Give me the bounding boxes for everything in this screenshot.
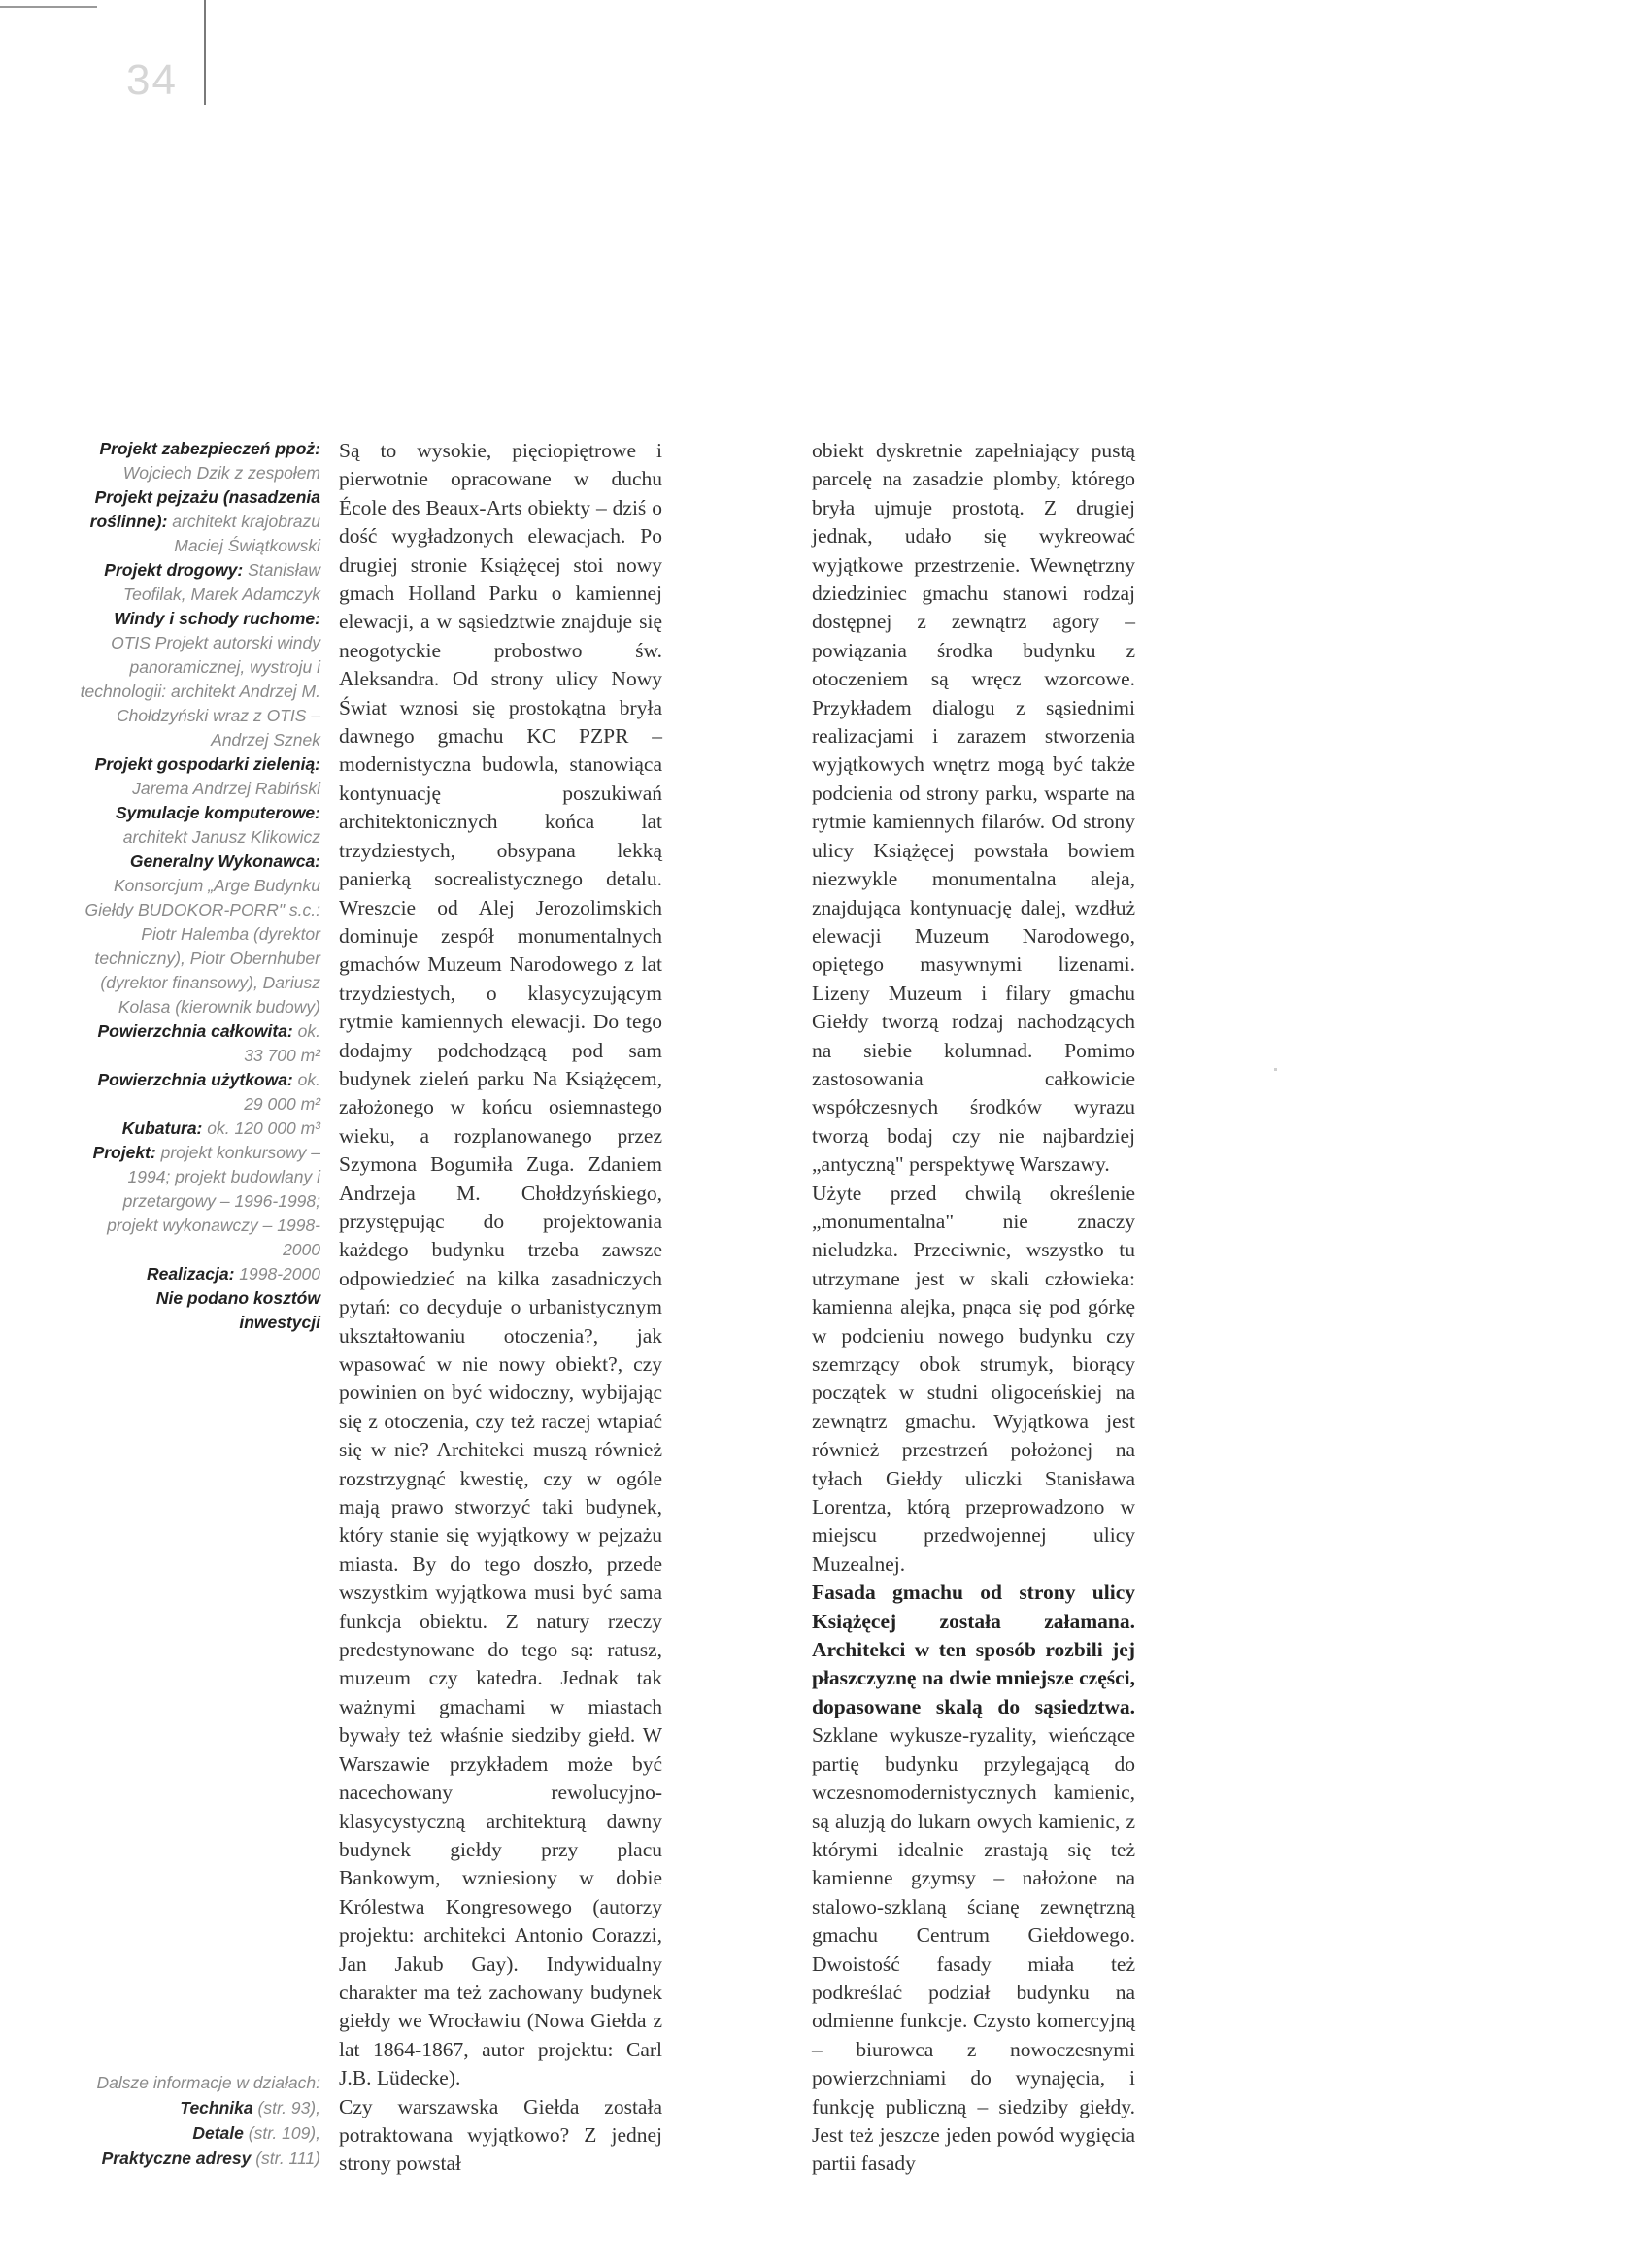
top-rule: [0, 6, 97, 8]
body-paragraph: obiekt dyskretnie zapełniający pustą parcelę na zasadzie plomby, którego bryła ujmuje prostotą. Z drugiej jednak, udało się wykreować wyjątkowe przestrzenie. Wewnętrzny dziedziniec gmachu stanowi rodzaj dostępnej z zewnątrz agory – powiązania środka budynku z otoczeniem są wręcz wzorcowe. Przykładem dialogu z sąsiednimi realizacjami i zarazem stworzenia wyjątkowych wnętrz mogą być także podcienia od strony parku, wsparte na rytmie kamiennych filarów. Od strony ulicy Książęcej powstała bowiem niezwykle monumentalna aleja, znajdująca kontynuację dalej, wzdłuż elewacji Muzeum Narodowego, opiętego masywnymi lizenami. Lizeny Muzeum i filary gmachu Giełdy tworzą rodzaj nachodzących na siebie kolumnad. Pomimo zastosowania całkowicie współczesnych środków wyrazu tworzą bodaj czy nie najbardziej „antyczną" perspektywę Warszawy.: [812, 439, 1135, 1177]
credit-item: Kubatura: ok. 120 000 m³: [121, 1118, 320, 1138]
body-paragraph: Są to wysokie, pięciopiętrowe i pierwotnie opracowane w duchu École des Beaux-Arts obiekty – dziś o dość wygładzonych elewacjach. Po drugiej stronie Książęcej stoi nowy gmach Holland Parku o kamiennej elewacji, a w sąsiedztwie znajduje się neogotyckie probostwo św. Aleksandra. Od strony ulicy Nowy Świat wznosi się prostokątna bryła dawnego gmachu KC PZPR – modernistyczna budowla, stanowiąca kontynuację poszukiwań architektonicznych końca lat trzydziestych, obsypana lekką panierką socrealistycznego detalu. Wreszcie od Alej Jerozolimskich dominuje zespół monumentalnych gmachów Muzeum Narodowego z lat trzydziestych, o klasycyzującym rytmie kamiennych elewacji. Do tego dodajmy podchodzącą pod sam budynek zieleń parku Na Książęcem, założonego w końcu osiemnastego wieku, a rozplanowanego przez Szymona Bogumiła Zuga. Zdaniem Andrzeja M. Chołdzyńskiego, przystępując do projektowania każdego budynku trzeba zawsze odpowiedzieć na kilka zasadniczych pytań: co decyduje o urbanistycznym ukształtowaniu otoczenia?, jak wpasować w nie nowy obiekt?, czy powinien on być widoczny, wybijając się z otoczenia, czy też raczej wtapiać się w nie? Architekci muszą również rozstrzygnąć kwestię, czy w ogóle mają prawo stworzyć taki budynek, który stanie się wyjątkowy w pejzażu miasta. By do tego doszło, przede wszystkim wyjątkowa musi być sama funkcja obiektu. Z natury rzeczy predestynowane do tego są: ratusz, muzeum czy katedra. Jednak tak ważnymi gmachami w miastach bywały też właśnie siedziby giełd. W Warszawie przykładem może być nacechowany rewolucyjno-klasycystyczną architekturą dawny budynek giełdy przy placu Bankowym, wzniesiony w dobie Królestwa Kongresowego (autorzy projektu: architekci Antonio Corazzi, Jan Jakub Gay). Indywidualny charakter ma też zachowany budynek giełdy we Wrocławiu (Nowa Giełda z lat 1864-1867, autor projektu: Carl J.B. Lüdecke).: [339, 439, 662, 2090]
page-number: 34: [126, 56, 178, 104]
credit-item: Projekt drogowy: Stanisław Teofilak, Marek Adamczyk: [104, 560, 320, 604]
article-column-1: [339, 437, 662, 2179]
credit-item: Projekt zabezpieczeń ppoż: Wojciech Dzik z zespołem: [99, 439, 320, 483]
body-paragraph: Czy warszawska Giełda została potraktowana wyjątkowo? Z jednej strony powstał: [339, 2094, 662, 2176]
credit-item: Powierzchnia całkowita: ok. 33 700 m²: [97, 1021, 320, 1065]
credit-item: Nie podano kosztów inwestycji: [155, 1288, 320, 1332]
further-info-intro: Dalsze informacje w działach:: [96, 2073, 320, 2092]
credit-item: Generalny Wykonawca: Konsorcjum „Arge Budynku Giełdy BUDOKOR-PORR" s.c.: Piotr Halemba (dyrektor techniczny), Piotr Obernhuber (dyrektor finansowy), Dariusz Kolasa (kierownik budowy): [84, 851, 320, 1017]
further-info-item: Praktyczne adresy (str. 111): [101, 2149, 320, 2168]
credit-item: Realizacja: 1998-2000: [146, 1264, 320, 1284]
body-paragraph: Użyte przed chwilą określenie „monumentalna" nie znaczy nieludzka. Przeciwnie, wszystko tu utrzymane jest w skali człowieka: kamienna alejka, pnąca się pod górkę w podcieniu nowego budynku czy szemrzący obok strumyk, biorący początek w studni oligoceńskiej na zewnątrz gmachu. Wyjątkowa jest również przestrzeń położonej na tyłach Giełdy uliczki Stanisława Lorentza, którą przeprowadzono w miejscu przedwojennej ulicy Muzealnej.: [812, 1181, 1135, 1576]
credits-sidebar: [78, 437, 320, 1335]
credit-item: Projekt gospodarki zielenią: Jarema Andrzej Rabiński: [94, 754, 320, 798]
credit-item: Symulacje komputerowe: architekt Janusz Klikowicz: [115, 803, 320, 847]
lead-text: Fasada gmachu od strony ulicy Książęcej została załamana. Architekci w ten sposób rozbili jej płaszczyznę na dwie mniejsze części, dopasowane skalą do sąsiedztwa.: [812, 1581, 1135, 1718]
header-divider: [204, 0, 206, 105]
body-paragraph: [812, 1579, 1135, 2179]
credit-item: Windy i schody ruchome: OTIS Projekt autorski windy panoramicznej, wystroju i technologii: architekt Andrzej M. Chołdzyński wraz z OTIS – Andrzej Sznek: [80, 609, 320, 750]
further-info: [78, 2070, 320, 2171]
credit-item: Projekt: projekt konkursowy – 1994; projekt budowlany i przetargowy – 1996-1998; projekt wykonawczy – 1998-2000: [92, 1143, 320, 1259]
article-column-2: [812, 437, 1135, 2179]
further-info-item: Technika (str. 93),: [180, 2098, 320, 2118]
credit-item: Powierzchnia użytkowa: ok. 29 000 m²: [97, 1070, 320, 1114]
credit-item: Projekt pejzażu (nasadzenia roślinne): architekt krajobrazu Maciej Świątkowski: [89, 487, 320, 555]
scan-speck: [1274, 1068, 1277, 1071]
body-text: Szklane wykusze-ryzality, wieńczące partię budynku przylegającą do wczesnomodernistycznych kamienic, są aluzją do lukarn owych kamienic, z którymi idealnie zrastają się też kamienne gzymsy – nałożone na stalowo-szklaną ścianę zewnętrzną gmachu Centrum Giełdowego. Dwoistość fasady miała też podkreślać podział budynku na odmienne funkcje. Czysto komercyjną – biurowca z nowoczesnymi powierzchniami do wynajęcia, i funkcję publiczną – siedziby giełdy. Jest też jeszcze jeden powód wygięcia partii fasady: [812, 1723, 1135, 2176]
further-info-item: Detale (str. 109),: [192, 2123, 320, 2143]
